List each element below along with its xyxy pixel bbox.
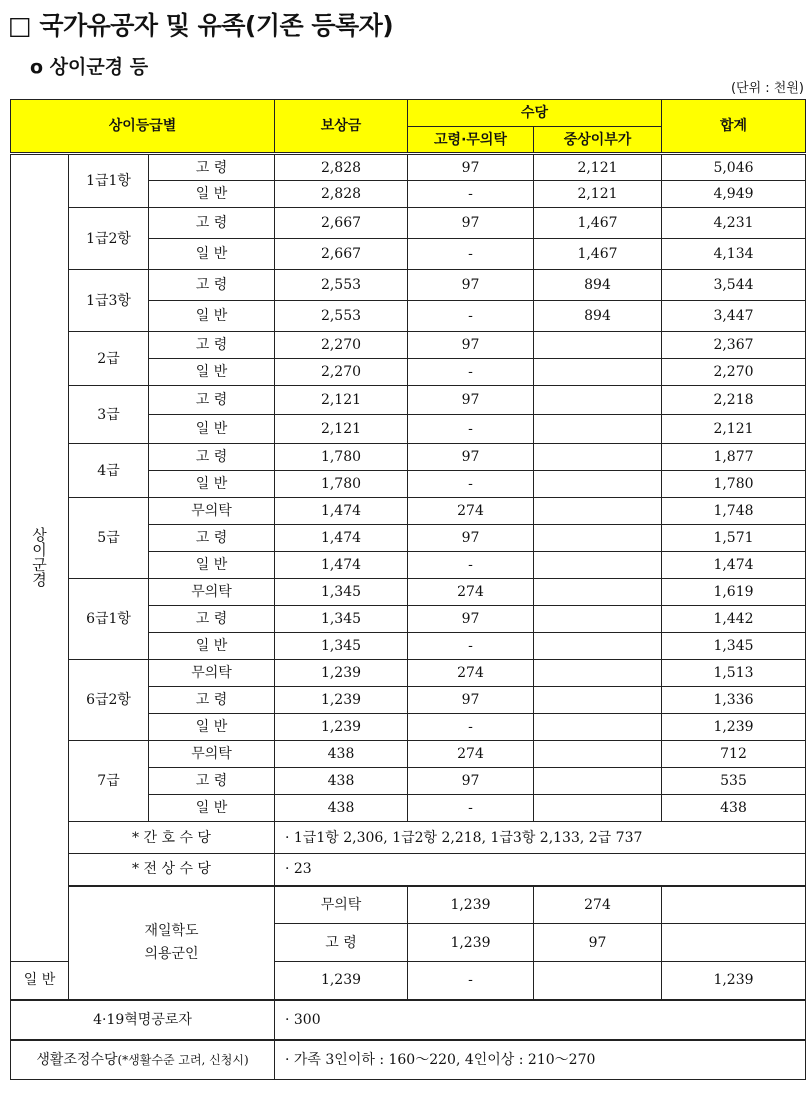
comp-cell: 2,270 [275,332,408,359]
severe-cell: 894 [534,301,662,332]
severe-cell [534,525,662,552]
comp-cell: 1,345 [275,633,408,660]
kind-cell: 일 반 [149,795,275,822]
kind-cell: 일 반 [149,471,275,498]
severe-cell: 2,121 [534,154,662,181]
severe-cell [662,924,806,962]
total-cell: 535 [662,768,806,795]
kind-cell: 고 령 [149,606,275,633]
severe-cell [534,795,662,822]
total-cell: 3,544 [662,270,806,301]
total-cell: 1,877 [662,444,806,471]
comp-cell: 1,780 [275,444,408,471]
veterans-group-label: 상 이 군 경 [11,154,69,962]
kind-cell: 일 반 [149,633,275,660]
aged-cell: 97 [408,386,534,415]
aged-cell: 97 [408,525,534,552]
severe-cell: 1,467 [534,239,662,270]
severe-cell [662,886,806,924]
aged-cell: 274 [534,886,662,924]
aged-cell: - [408,795,534,822]
aged-cell: - [408,359,534,386]
total-cell: 438 [662,795,806,822]
total-cell: 1,336 [662,687,806,714]
aged-cell: 97 [408,154,534,181]
header-total: 합계 [662,100,806,154]
aged-cell: 97 [408,687,534,714]
aged-cell: - [408,239,534,270]
comp-cell: 438 [275,768,408,795]
total-cell: 4,134 [662,239,806,270]
comp-cell: 1,239 [408,924,534,962]
kind-cell: 고 령 [149,332,275,359]
grade-label: 1급2항 [69,208,149,270]
page-title: □ 국가유공자 및 유족(기존 등록자) [8,11,394,40]
grade-label: 5급 [69,498,149,579]
aged-cell: - [408,471,534,498]
comp-cell: 1,345 [275,606,408,633]
japan-volunteer-label: 재일학도 의용군인 [69,886,275,1000]
living-allowance-value: · 가족 3인이하 : 160～220, 4인이상 : 210～270 [275,1040,806,1080]
total-cell: 1,780 [662,471,806,498]
severe-cell [534,471,662,498]
grade-label: 6급1항 [69,579,149,660]
header-allowance-severe: 중상이부가 [534,127,662,154]
kind-cell: 고 령 [275,924,408,962]
comp-cell: 1,239 [275,962,408,1000]
kind-cell: 일 반 [11,962,69,1000]
aged-cell: - [408,633,534,660]
total-cell: 5,046 [662,154,806,181]
severe-cell [534,687,662,714]
grade-label: 6급2항 [69,660,149,741]
total-cell: 1,239 [662,962,806,1000]
comp-cell: 438 [275,795,408,822]
grade-label: 1급1항 [69,154,149,208]
kind-cell: 고 령 [149,386,275,415]
total-cell: 1,239 [662,714,806,741]
comp-cell: 2,270 [275,359,408,386]
comp-cell: 2,828 [275,154,408,181]
severe-cell [534,552,662,579]
severe-cell [534,386,662,415]
total-cell: 1,619 [662,579,806,606]
severe-cell [534,741,662,768]
severe-cell [534,579,662,606]
severe-cell: 2,121 [534,181,662,208]
severe-cell [534,714,662,741]
kind-cell: 고 령 [149,525,275,552]
kind-cell: 일 반 [149,714,275,741]
comp-cell: 1,239 [275,660,408,687]
kind-cell: 무의탁 [149,498,275,525]
total-cell: 2,367 [662,332,806,359]
severe-cell [534,606,662,633]
warfare-allowance-value: · 23 [275,854,806,886]
aged-cell: 274 [408,660,534,687]
grade-label: 3급 [69,386,149,444]
grade-label: 1급3항 [69,270,149,332]
aged-cell: 274 [408,741,534,768]
comp-cell: 1,239 [275,687,408,714]
aged-cell: - [408,181,534,208]
comp-cell: 2,121 [275,415,408,444]
severe-cell: 1,467 [534,208,662,239]
severe-cell [534,498,662,525]
severe-cell [534,768,662,795]
comp-cell: 1,780 [275,471,408,498]
kind-cell: 무의탁 [149,579,275,606]
severe-cell [534,962,662,1000]
comp-cell: 2,121 [275,386,408,415]
comp-cell: 2,667 [275,208,408,239]
kind-cell: 무의탁 [149,660,275,687]
comp-cell: 438 [275,741,408,768]
total-cell: 1,474 [662,552,806,579]
severe-cell [534,332,662,359]
aged-cell: - [408,714,534,741]
kind-cell: 고 령 [149,444,275,471]
aged-cell: 97 [408,606,534,633]
veterans-body [11,154,806,1080]
warfare-allowance-label: * 전 상 수 당 [69,854,275,886]
kind-cell: 고 령 [149,768,275,795]
header-allowance: 수당 [408,100,662,127]
comp-cell: 1,239 [408,886,534,924]
grade-label: 4급 [69,444,149,498]
total-cell: 1,513 [662,660,806,687]
severe-cell [534,633,662,660]
april19-value: · 300 [275,1000,806,1040]
comp-cell: 1,345 [275,579,408,606]
aged-cell: 97 [408,270,534,301]
nursing-allowance-label: * 간 호 수 당 [69,822,275,854]
aged-cell: - [408,301,534,332]
compensation-table [10,99,806,1080]
total-cell: 4,231 [662,208,806,239]
aged-cell: 97 [408,208,534,239]
total-cell: 1,748 [662,498,806,525]
comp-cell: 1,239 [275,714,408,741]
comp-cell: 1,474 [275,498,408,525]
comp-cell: 2,553 [275,270,408,301]
kind-cell: 고 령 [149,154,275,181]
section-subtitle: ο 상이군경 등 [30,56,149,78]
aged-cell: 97 [408,332,534,359]
nursing-allowance-value: · 1급1항 2,306, 1급2항 2,218, 1급3항 2,133, 2급 737 [275,822,806,854]
grade-label: 7급 [69,741,149,822]
severe-cell [534,415,662,444]
living-allowance-label: 생활조정수당(*생활수준 고려, 신청시) [11,1040,275,1080]
comp-cell: 2,828 [275,181,408,208]
total-cell: 4,949 [662,181,806,208]
aged-cell: - [408,552,534,579]
kind-cell: 고 령 [149,208,275,239]
total-cell: 3,447 [662,301,806,332]
aged-cell: 97 [534,924,662,962]
aged-cell: 274 [408,579,534,606]
kind-cell: 일 반 [149,239,275,270]
total-cell: 2,270 [662,359,806,386]
total-cell: 1,442 [662,606,806,633]
comp-cell: 2,667 [275,239,408,270]
aged-cell: - [408,962,534,1000]
grade-label: 2급 [69,332,149,386]
comp-cell: 2,553 [275,301,408,332]
unit-label: (단위 : 천원) [730,81,804,96]
severe-cell [534,359,662,386]
comp-cell: 1,474 [275,525,408,552]
kind-cell: 고 령 [149,687,275,714]
april19-label: 4·19혁명공로자 [11,1000,275,1040]
aged-cell: 274 [408,498,534,525]
total-cell: 1,345 [662,633,806,660]
comp-cell: 1,474 [275,552,408,579]
kind-cell: 고 령 [149,270,275,301]
kind-cell: 일 반 [149,415,275,444]
kind-cell: 일 반 [149,301,275,332]
aged-cell: 97 [408,768,534,795]
header-allowance-aged: 고령·무의탁 [408,127,534,154]
severe-cell [534,660,662,687]
kind-cell: 일 반 [149,181,275,208]
aged-cell: 97 [408,444,534,471]
kind-cell: 일 반 [149,552,275,579]
kind-cell: 무의탁 [149,741,275,768]
kind-cell: 무의탁 [275,886,408,924]
aged-cell: - [408,415,534,444]
severe-cell [534,444,662,471]
severe-cell: 894 [534,270,662,301]
total-cell: 712 [662,741,806,768]
header-grade: 상이등급별 [11,100,275,154]
total-cell: 2,121 [662,415,806,444]
total-cell: 2,218 [662,386,806,415]
kind-cell: 일 반 [149,359,275,386]
header-compensation: 보상금 [275,100,408,154]
total-cell: 1,571 [662,525,806,552]
